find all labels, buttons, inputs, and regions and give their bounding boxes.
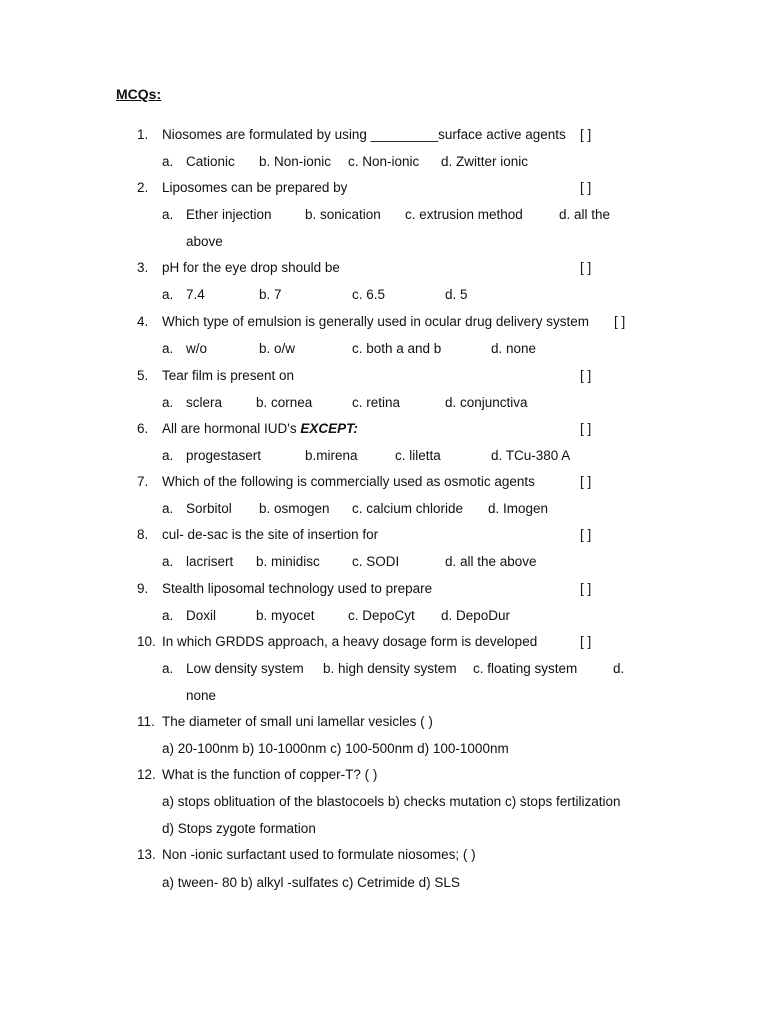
option-c: c. liletta: [395, 448, 441, 463]
options-2: [0, 205, 768, 225]
option-d: d. DepoDur: [441, 608, 511, 623]
question-number: 12.: [137, 767, 156, 782]
option-a: Cationic: [186, 154, 235, 169]
option-d: d.: [613, 661, 625, 676]
option-b: b. osmogen: [259, 501, 330, 516]
answer-bracket: [ ]: [580, 474, 592, 489]
question-11: [0, 712, 768, 732]
question-text-main: All are hormonal IUD's: [162, 421, 301, 436]
question-8: [0, 525, 768, 545]
question-number: 2.: [137, 180, 149, 195]
answer-line: a) stops oblituation of the blastocoels b) checks mutation c) stops fertilization: [162, 794, 621, 809]
question-6: [0, 419, 768, 439]
question-number: 1.: [137, 127, 149, 142]
question-number: 5.: [137, 368, 149, 383]
question-text: pH for the eye drop should be: [162, 260, 340, 275]
answer-bracket: [ ]: [580, 260, 592, 275]
option-d: d. none: [491, 341, 537, 356]
options-10-wrap: [0, 686, 768, 706]
option-a: Low density system: [186, 661, 304, 676]
answer-line: d) Stops zygote formation: [162, 821, 316, 836]
question-number: 4.: [137, 314, 149, 329]
answer-line: a) tween- 80 b) alkyl -sulfates c) Cetrimide d) SLS: [162, 875, 460, 890]
option-b: b. cornea: [256, 395, 313, 410]
question-text: In which GRDDS approach, a heavy dosage form is developed: [162, 634, 538, 649]
question-text: [162, 419, 358, 439]
option-d: d. 5: [445, 287, 468, 302]
option-b: b. sonication: [305, 207, 381, 222]
option-b: b. high density system: [323, 661, 457, 676]
answers-12: [0, 792, 768, 812]
option-d: d. all the above: [445, 554, 537, 569]
options-10: [0, 659, 768, 679]
option-letter: a.: [162, 501, 174, 516]
option-b: b. 7: [259, 287, 282, 302]
option-b: b. minidisc: [256, 554, 320, 569]
option-d-continued: above: [186, 234, 223, 249]
except-emphasis: EXCEPT:: [300, 421, 358, 436]
answer-bracket: [ ]: [580, 527, 592, 542]
options-9: [0, 606, 768, 626]
option-c: c. DepoCyt: [348, 608, 415, 623]
option-d: d. all the: [559, 207, 611, 222]
question-1: [0, 125, 768, 145]
option-b: b. o/w: [259, 341, 296, 356]
option-c: c. retina: [352, 395, 401, 410]
question-12: [0, 765, 768, 785]
options-2-wrap: [0, 232, 768, 252]
option-b: b. myocet: [256, 608, 315, 623]
answers-12-line-2: [0, 819, 768, 839]
question-text: The diameter of small uni lamellar vesicles ( ): [162, 714, 433, 729]
page-heading: MCQs:: [116, 86, 162, 102]
option-letter: a.: [162, 608, 174, 623]
answer-bracket: [ ]: [580, 368, 592, 383]
question-4: [0, 312, 768, 332]
question-number: 8.: [137, 527, 149, 542]
option-c: c. floating system: [473, 661, 578, 676]
option-a: Ether injection: [186, 207, 272, 222]
answers-13: [0, 873, 768, 893]
question-10: [0, 632, 768, 652]
question-text: Niosomes are formulated by using _________surface active agents: [162, 127, 566, 142]
options-6: [0, 446, 768, 466]
question-text: cul- de-sac is the site of insertion for: [162, 527, 379, 542]
question-5: [0, 366, 768, 386]
question-2: [0, 178, 768, 198]
question-number: 3.: [137, 260, 149, 275]
options-3: [0, 285, 768, 305]
option-a: progestasert: [186, 448, 262, 463]
question-7: [0, 472, 768, 492]
option-c: c. calcium chloride: [352, 501, 464, 516]
option-c: c. 6.5: [352, 287, 386, 302]
option-letter: a.: [162, 395, 174, 410]
answer-bracket: [ ]: [580, 421, 592, 436]
option-b: b. Non-ionic: [259, 154, 332, 169]
options-1: [0, 152, 768, 172]
question-9: [0, 579, 768, 599]
answer-bracket: [ ]: [580, 127, 592, 142]
option-c: c. SODI: [352, 554, 400, 569]
answers-11: [0, 739, 768, 759]
option-letter: a.: [162, 448, 174, 463]
option-d: d. conjunctiva: [445, 395, 528, 410]
option-a: Sorbitol: [186, 501, 232, 516]
question-13: [0, 845, 768, 865]
question-text: What is the function of copper-T? ( ): [162, 767, 378, 782]
question-number: 11.: [137, 714, 155, 729]
option-letter: a.: [162, 287, 174, 302]
answer-bracket: [ ]: [614, 314, 626, 329]
answer-line: a) 20-100nm b) 10-1000nm c) 100-500nm d) 100-1000nm: [162, 741, 509, 756]
options-5: [0, 393, 768, 413]
option-a: lacrisert: [186, 554, 234, 569]
question-text: Which of the following is commercially used as osmotic agents: [162, 474, 535, 489]
question-3: [0, 258, 768, 278]
option-letter: a.: [162, 154, 174, 169]
answer-bracket: [ ]: [580, 180, 592, 195]
question-text: Liposomes can be prepared by: [162, 180, 348, 195]
option-d: d. TCu-380 A: [491, 448, 571, 463]
option-b: b.mirena: [305, 448, 358, 463]
option-a: sclera: [186, 395, 223, 410]
option-letter: a.: [162, 661, 174, 676]
option-a: w/o: [186, 341, 208, 356]
option-letter: a.: [162, 207, 174, 222]
options-4: [0, 339, 768, 359]
option-a: 7.4: [186, 287, 205, 302]
options-7: [0, 499, 768, 519]
option-c: c. both a and b: [352, 341, 442, 356]
answer-bracket: [ ]: [580, 581, 592, 596]
question-text: Stealth liposomal technology used to prepare: [162, 581, 433, 596]
option-d-continued: none: [186, 688, 217, 703]
question-number: 10.: [137, 634, 156, 649]
option-c: c. Non-ionic: [348, 154, 420, 169]
question-number: 9.: [137, 581, 149, 596]
question-text: Which type of emulsion is generally used in ocular drug delivery system: [162, 314, 589, 329]
option-letter: a.: [162, 554, 174, 569]
question-text: Non -ionic surfactant used to formulate niosomes; ( ): [162, 847, 476, 862]
option-d: d. Zwitter ionic: [441, 154, 529, 169]
question-text: Tear film is present on: [162, 368, 295, 383]
option-c: c. extrusion method: [405, 207, 523, 222]
question-number: 7.: [137, 474, 149, 489]
question-number: 6.: [137, 421, 149, 436]
options-8: [0, 552, 768, 572]
option-d: d. Imogen: [488, 501, 549, 516]
option-letter: a.: [162, 341, 174, 356]
answer-bracket: [ ]: [580, 634, 592, 649]
option-a: Doxil: [186, 608, 217, 623]
question-number: 13.: [137, 847, 156, 862]
